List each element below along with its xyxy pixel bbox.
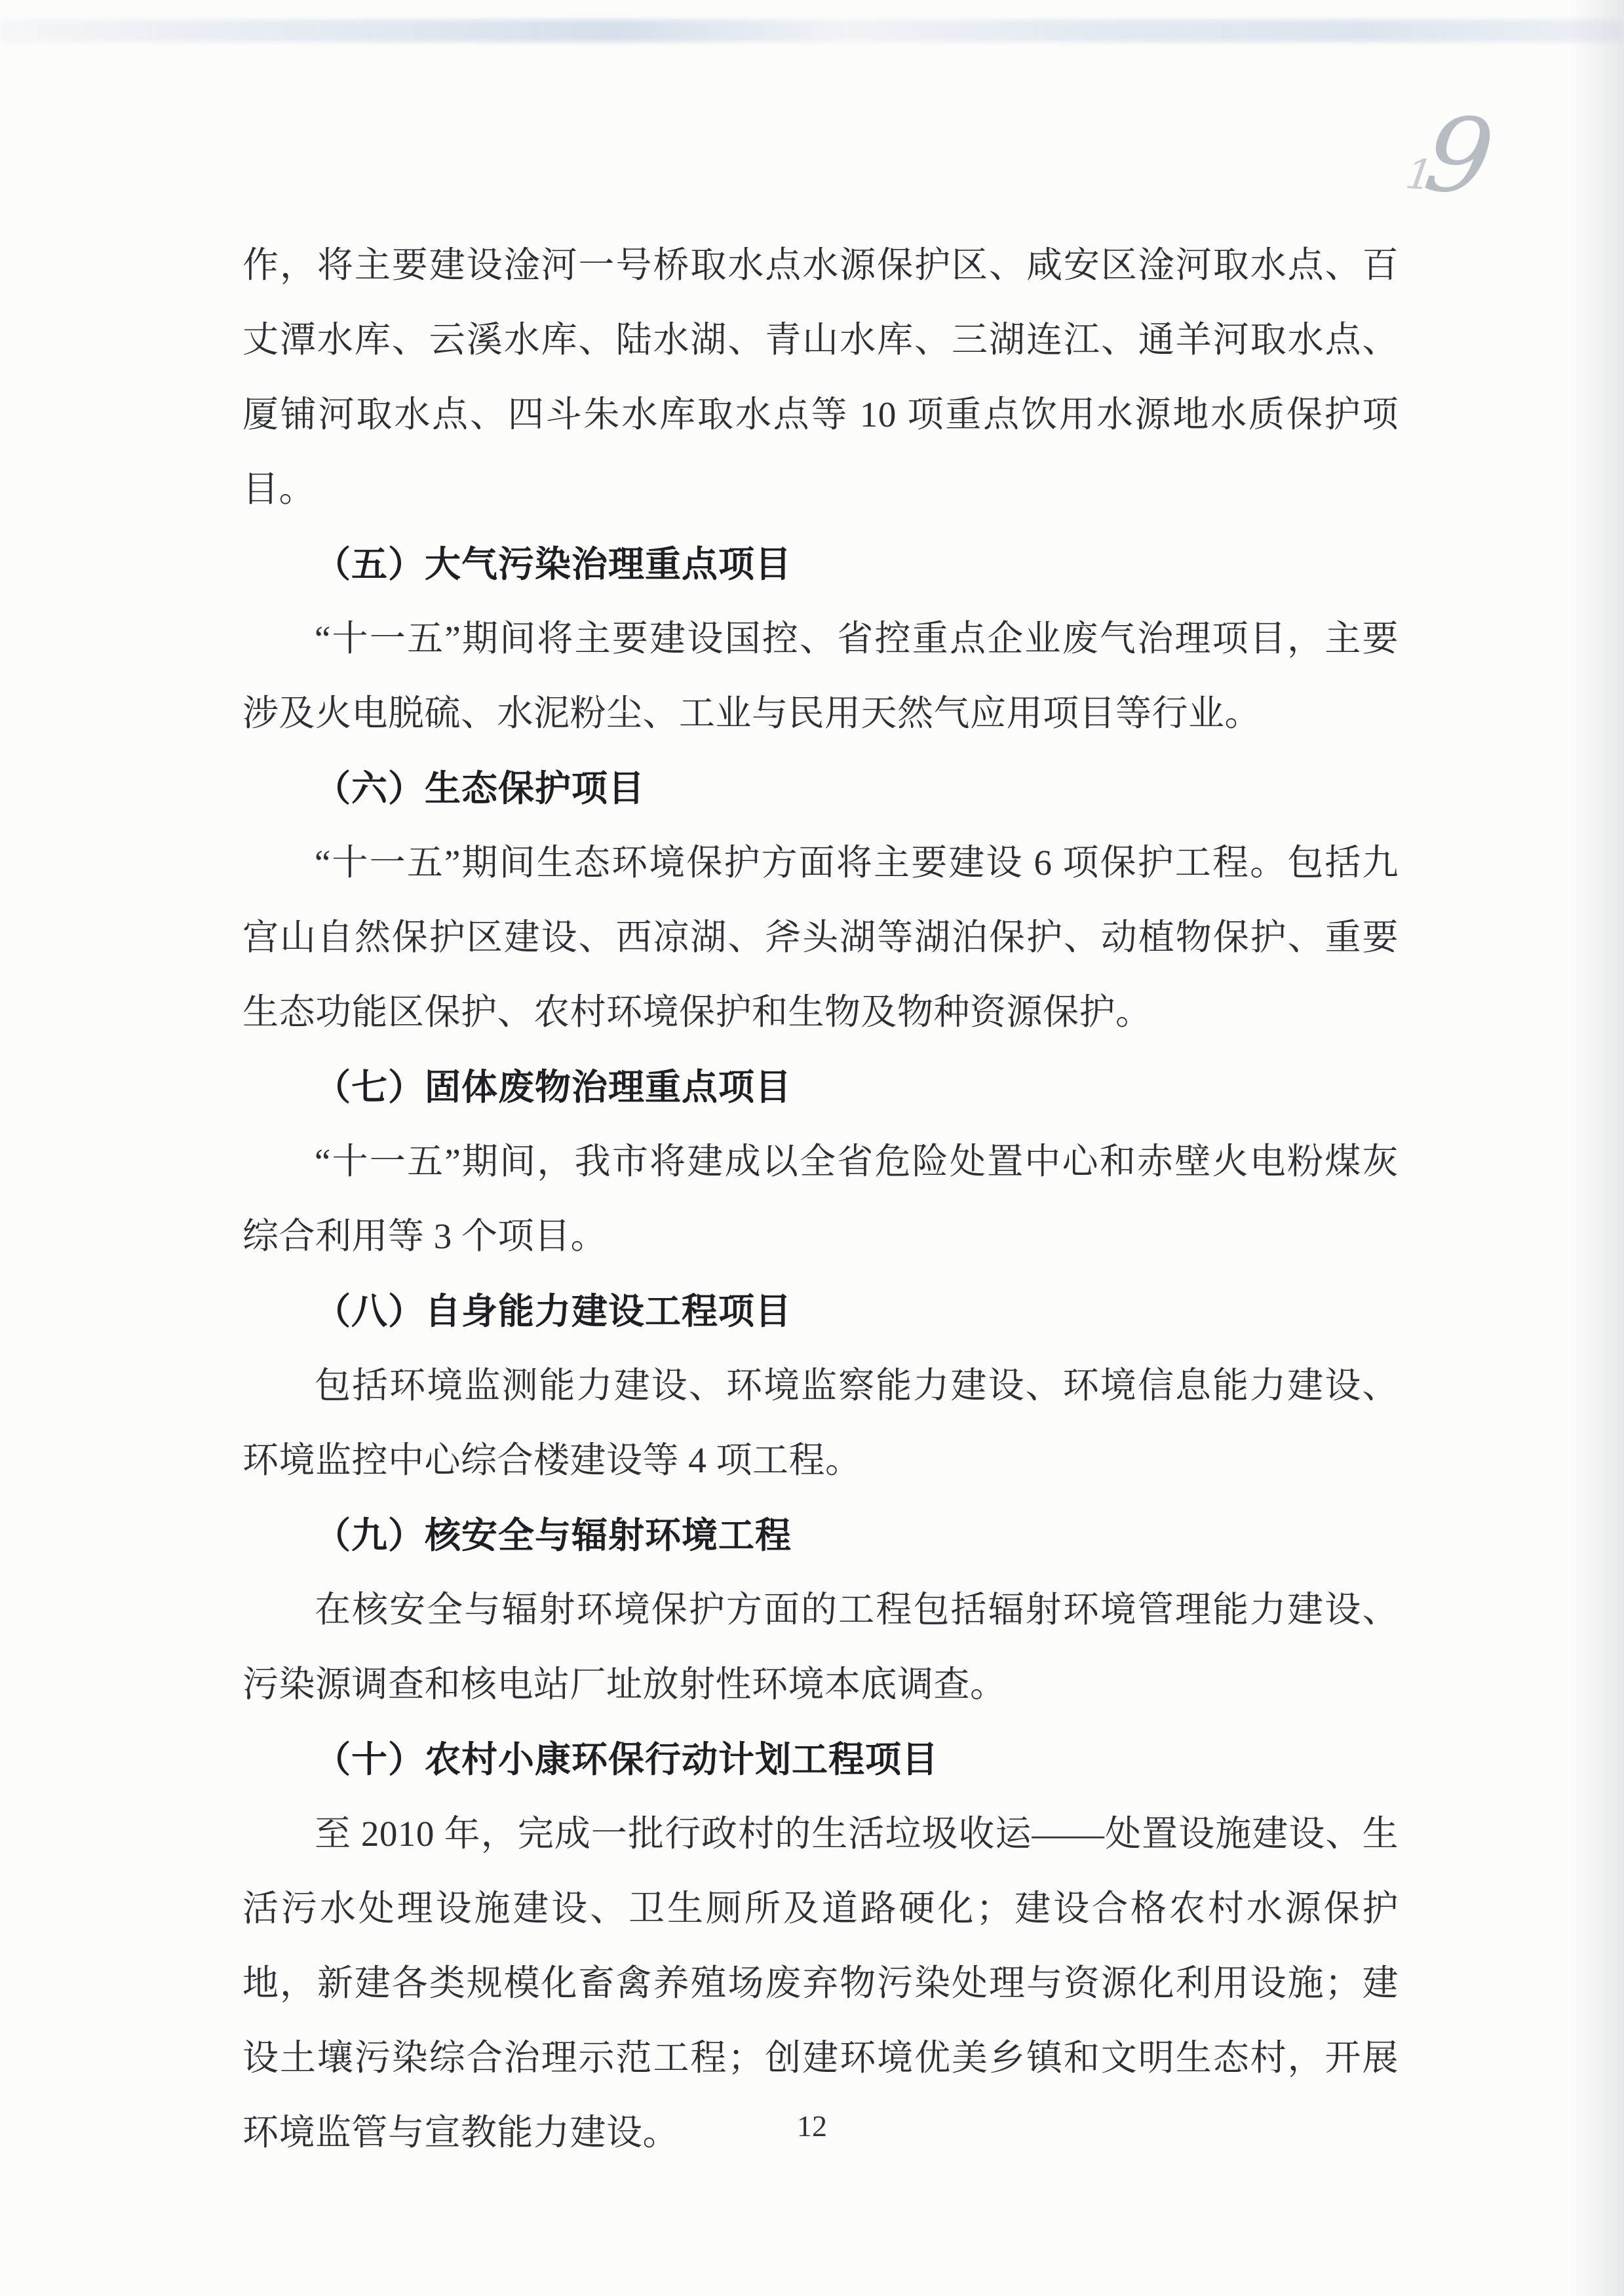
section-heading: （九）核安全与辐射环境工程 xyxy=(315,1515,792,1556)
page-number: 12 xyxy=(797,2109,827,2143)
section-heading: （七）固体废物治理重点项目 xyxy=(315,1067,792,1107)
scan-artifact-top xyxy=(0,20,1624,42)
body-paragraph: 至 2010 年，完成一批行政村的生活垃圾收运——处置设施建设、生活污水处理设施建设、卫生厕所及道路硬化；建设合格农村水源保护地，新建各类规模化畜禽养殖场废弃物污染处理与资源化利用设施；建设土壤污染综合治理示范工程；创建环境优美乡镇和文明生态村，开展环境监管与宣教能力建设。 xyxy=(242,1814,1399,2152)
section-heading: （十）农村小康环保行动计划工程项目 xyxy=(315,1739,939,1780)
body-paragraph: “十一五”期间将主要建设国控、省控重点企业废气治理项目，主要涉及火电脱硫、水泥粉尘、工业与民用天然气应用项目等行业。 xyxy=(242,619,1399,733)
body-paragraph: 包括环境监测能力建设、环境监察能力建设、环境信息能力建设、环境监控中心综合楼建设等 4 项工程。 xyxy=(242,1366,1399,1480)
section-heading: （六）生态保护项目 xyxy=(315,768,646,809)
body-paragraph: “十一五”期间生态环境保护方面将主要建设 6 项保护工程。包括九宫山自然保护区建设、西凉湖、斧头湖等湖泊保护、动植物保护、重要生态功能区保护、农村环境保护和生物及物种资源保护。 xyxy=(242,843,1399,1032)
body-paragraph: “十一五”期间，我市将建成以全省危险处置中心和赤壁火电粉煤灰综合利用等 3 个项目。 xyxy=(242,1141,1399,1256)
body-paragraph: 在核安全与辐射环境保护方面的工程包括辐射环境管理能力建设、污染源调查和核电站厂址放射性环境本底调查。 xyxy=(242,1590,1399,1704)
handwritten-pencil-mark: 19 xyxy=(1402,94,1492,218)
body-paragraph: 作，将主要建设淦河一号桥取水点水源保护区、咸安区淦河取水点、百丈潭水库、云溪水库、陆水湖、青山水库、三湖连江、通羊河取水点、厦铺河取水点、四斗朱水库取水点等 10 项重点饮用水源地水质保护项目。 xyxy=(242,245,1399,509)
section-heading: （五）大气污染治理重点项目 xyxy=(315,544,792,584)
scan-edge-right-shadow xyxy=(1568,0,1624,2296)
document-body xyxy=(242,228,1399,2170)
section-heading: （八）自身能力建设工程项目 xyxy=(315,1291,792,1331)
